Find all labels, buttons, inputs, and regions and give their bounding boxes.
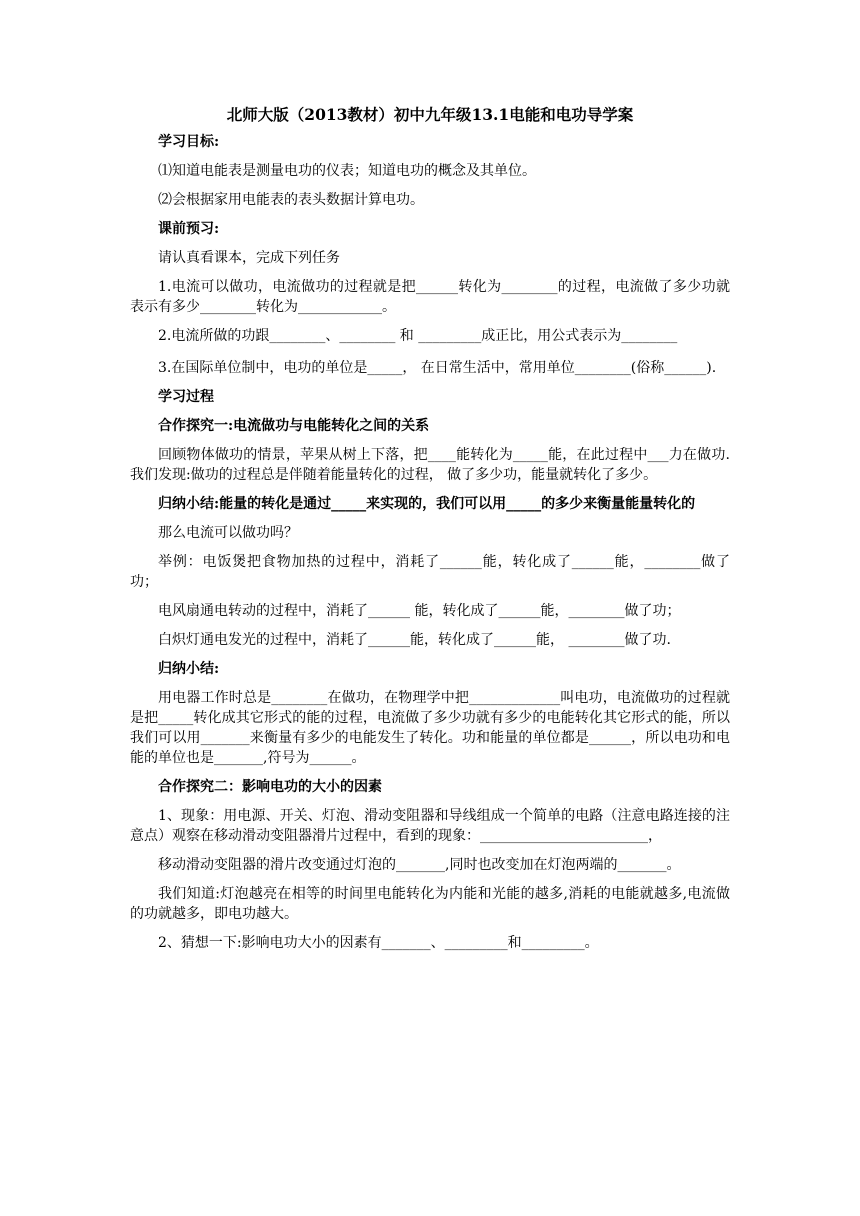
heading-learning-process: 学习过程 — [158, 389, 214, 405]
summary-2-paragraph: 用电器工作时总是________在做功，在物理学中把_____________叫电功，电流做功的过程就是把_____转化成其它形式的能的过程，电流做了多少功就有多少的电能转化其它形式的能，所以我们可以用_______来衡量有多少的电能发生了转化。功和能量的单位都是______，所以电功和电能的单位也是_______,符号为______。 — [130, 690, 730, 766]
question-current-work: 那么电流可以做功吗？ — [158, 525, 298, 541]
slider-paragraph: 移动滑动变阻器的滑片改变通过灯泡的_______,同时也改变加在灯泡两端的_______。 — [158, 857, 681, 873]
conclusion-paragraph: 我们知道:灯泡越亮在相等的时间里电能转化为内能和光能的越多,消耗的电能就越多,电流做的功就越多，即电功越大。 — [130, 886, 730, 922]
document-page — [130, 100, 730, 953]
question-2: 2.电流所做的功跟________、________ 和 _________成正比，用公式表示为________ — [158, 328, 678, 344]
goal-2: ⑵会根据家用电能表的表头数据计算电功。 — [158, 192, 424, 208]
guess-paragraph: 2、猜想一下:影响电功大小的因素有_______、_________和_________。 — [158, 935, 599, 951]
document-title: 北师大版（2013教材）初中九年级13.1电能和电功导学案 — [226, 105, 634, 124]
heading-preview: 课前预习: — [158, 221, 220, 237]
heading-learning-goals: 学习目标: — [158, 134, 220, 150]
heading-explore-2: 合作探究二：影响电功的大小的因素 — [158, 779, 382, 795]
question-1: 1.电流可以做功，电流做功的过程就是把______转化为________的过程，电流做了多少功就表示有多少________转化为____________。 — [130, 279, 730, 315]
question-3: 3.在国际单位制中，电功的单位是_____， 在日常生活中，常用单位________(俗称______). — [158, 360, 717, 376]
review-paragraph: 回顾物体做功的情景，苹果从树上下落，把____能转化为_____能，在此过程中___力在做功.我们发现:做功的过程总是伴随着能量转化的过程， 做了多少功，能量就转化了多少。 — [130, 447, 730, 483]
heading-explore-1: 合作探究一:电流做功与电能转化之间的关系 — [158, 418, 430, 434]
goal-1: ⑴知道电能表是测量电功的仪表；知道电功的概念及其单位。 — [158, 163, 536, 179]
preview-instruction: 请认真看课本，完成下列任务 — [158, 250, 340, 266]
example-lamp: 白炽灯通电发光的过程中，消耗了______能，转化成了______能， ________做了功. — [158, 632, 671, 648]
summary-1: 归纳小结:能量的转化是通过_____来实现的，我们可以用_____的多少来衡量能量转化的 — [158, 496, 696, 512]
example-fan: 电风扇通电转动的过程中，消耗了______ 能，转化成了______能，________做了功； — [158, 603, 681, 619]
phenomenon-paragraph: 1、现象：用电源、开关、灯泡、滑动变阻器和导线组成一个简单的电路（注意电路连接的注意点）观察在移动滑动变阻器滑片过程中，看到的现象：________________________， — [130, 808, 730, 844]
example-rice-cooker: 举例：电饭煲把食物加热的过程中，消耗了______能，转化成了______能，________做了功； — [130, 554, 730, 590]
heading-summary-2: 归纳小结: — [158, 661, 220, 677]
